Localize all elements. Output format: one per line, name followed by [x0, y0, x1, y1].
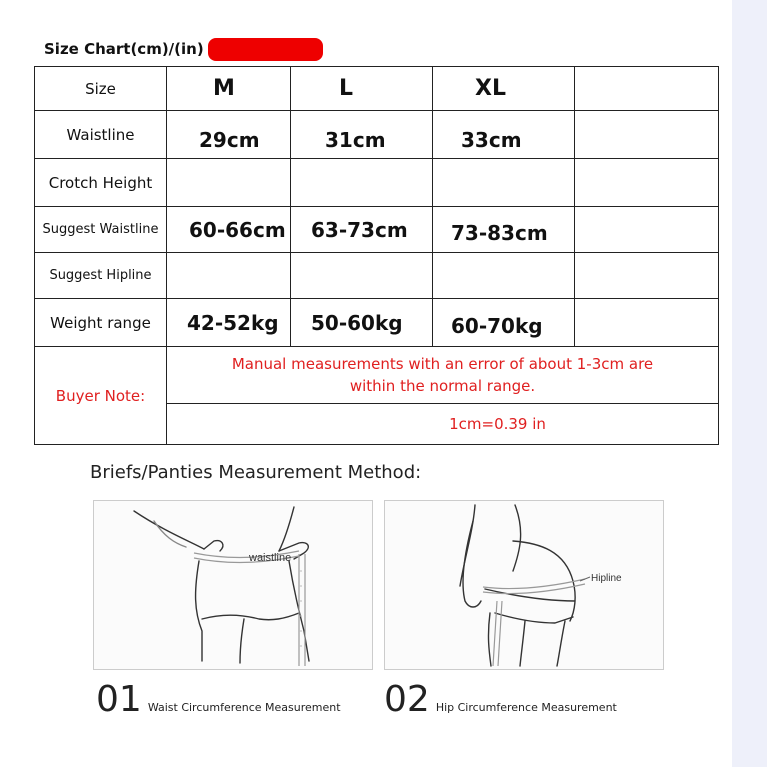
size-chart-table — [34, 66, 719, 445]
cell-value: 29cm — [167, 111, 291, 159]
caption-02 — [384, 679, 617, 720]
cell-value: 60-66cm — [167, 207, 291, 253]
cell-value — [575, 253, 719, 299]
cell-value — [291, 159, 433, 207]
cell-value — [433, 159, 575, 207]
table-row — [35, 67, 719, 111]
cell-value — [433, 253, 575, 299]
cell-value — [575, 299, 719, 347]
right-sidebar — [732, 0, 767, 767]
step-number: 02 — [384, 679, 430, 720]
row-label-waistline: Waistline — [35, 111, 167, 159]
cell-value: 33cm — [433, 111, 575, 159]
size-header-empty — [575, 67, 719, 111]
cell-value: 60-70kg — [433, 299, 575, 347]
size-header-label: Size — [35, 67, 167, 111]
hip-measurement-illustration — [384, 500, 664, 670]
cell-value — [575, 207, 719, 253]
page-title: Size Chart(cm)/(in) — [44, 40, 204, 58]
cell-value: 50-60kg — [291, 299, 433, 347]
measurement-method-title: Briefs/Panties Measurement Method: — [90, 462, 422, 483]
size-header-l: L — [291, 67, 433, 111]
row-label-weight-range: Weight range — [35, 299, 167, 347]
row-label-suggest-waistline: Suggest Waistline — [35, 207, 167, 253]
table-row — [35, 159, 719, 207]
buyer-note-label: Buyer Note: — [35, 347, 167, 445]
waist-measurement-illustration — [93, 500, 373, 670]
cell-value: 73-83cm — [433, 207, 575, 253]
cell-value — [575, 159, 719, 207]
cell-value — [291, 253, 433, 299]
size-header-m: M — [167, 67, 291, 111]
caption-01 — [96, 679, 341, 720]
buyer-note-text: Manual measurements with an error of about 1-3cm are within the normal range. — [167, 347, 719, 404]
table-row — [35, 253, 719, 299]
cell-value — [167, 253, 291, 299]
cell-value: 63-73cm — [291, 207, 433, 253]
cell-value: 42-52kg — [167, 299, 291, 347]
hip-figure-svg — [385, 501, 663, 669]
step-caption: Waist Circumference Measurement — [147, 701, 341, 714]
redacted-label — [208, 38, 323, 61]
cell-value: 31cm — [291, 111, 433, 159]
table-row — [35, 299, 719, 347]
row-label-crotch-height: Crotch Height — [35, 159, 167, 207]
waistline-label: waistline — [249, 552, 292, 564]
cell-value — [167, 159, 291, 207]
row-label-suggest-hipline: Suggest Hipline — [35, 253, 167, 299]
table-row — [35, 347, 719, 404]
hipline-label: Hipline — [591, 573, 622, 584]
step-caption: Hip Circumference Measurement — [435, 701, 617, 714]
cell-value — [575, 111, 719, 159]
unit-conversion: 1cm=0.39 in — [167, 404, 719, 445]
waist-figure-svg — [94, 501, 372, 669]
step-number: 01 — [96, 679, 142, 720]
table-row — [35, 111, 719, 159]
size-header-xl: XL — [433, 67, 575, 111]
table-row — [35, 207, 719, 253]
